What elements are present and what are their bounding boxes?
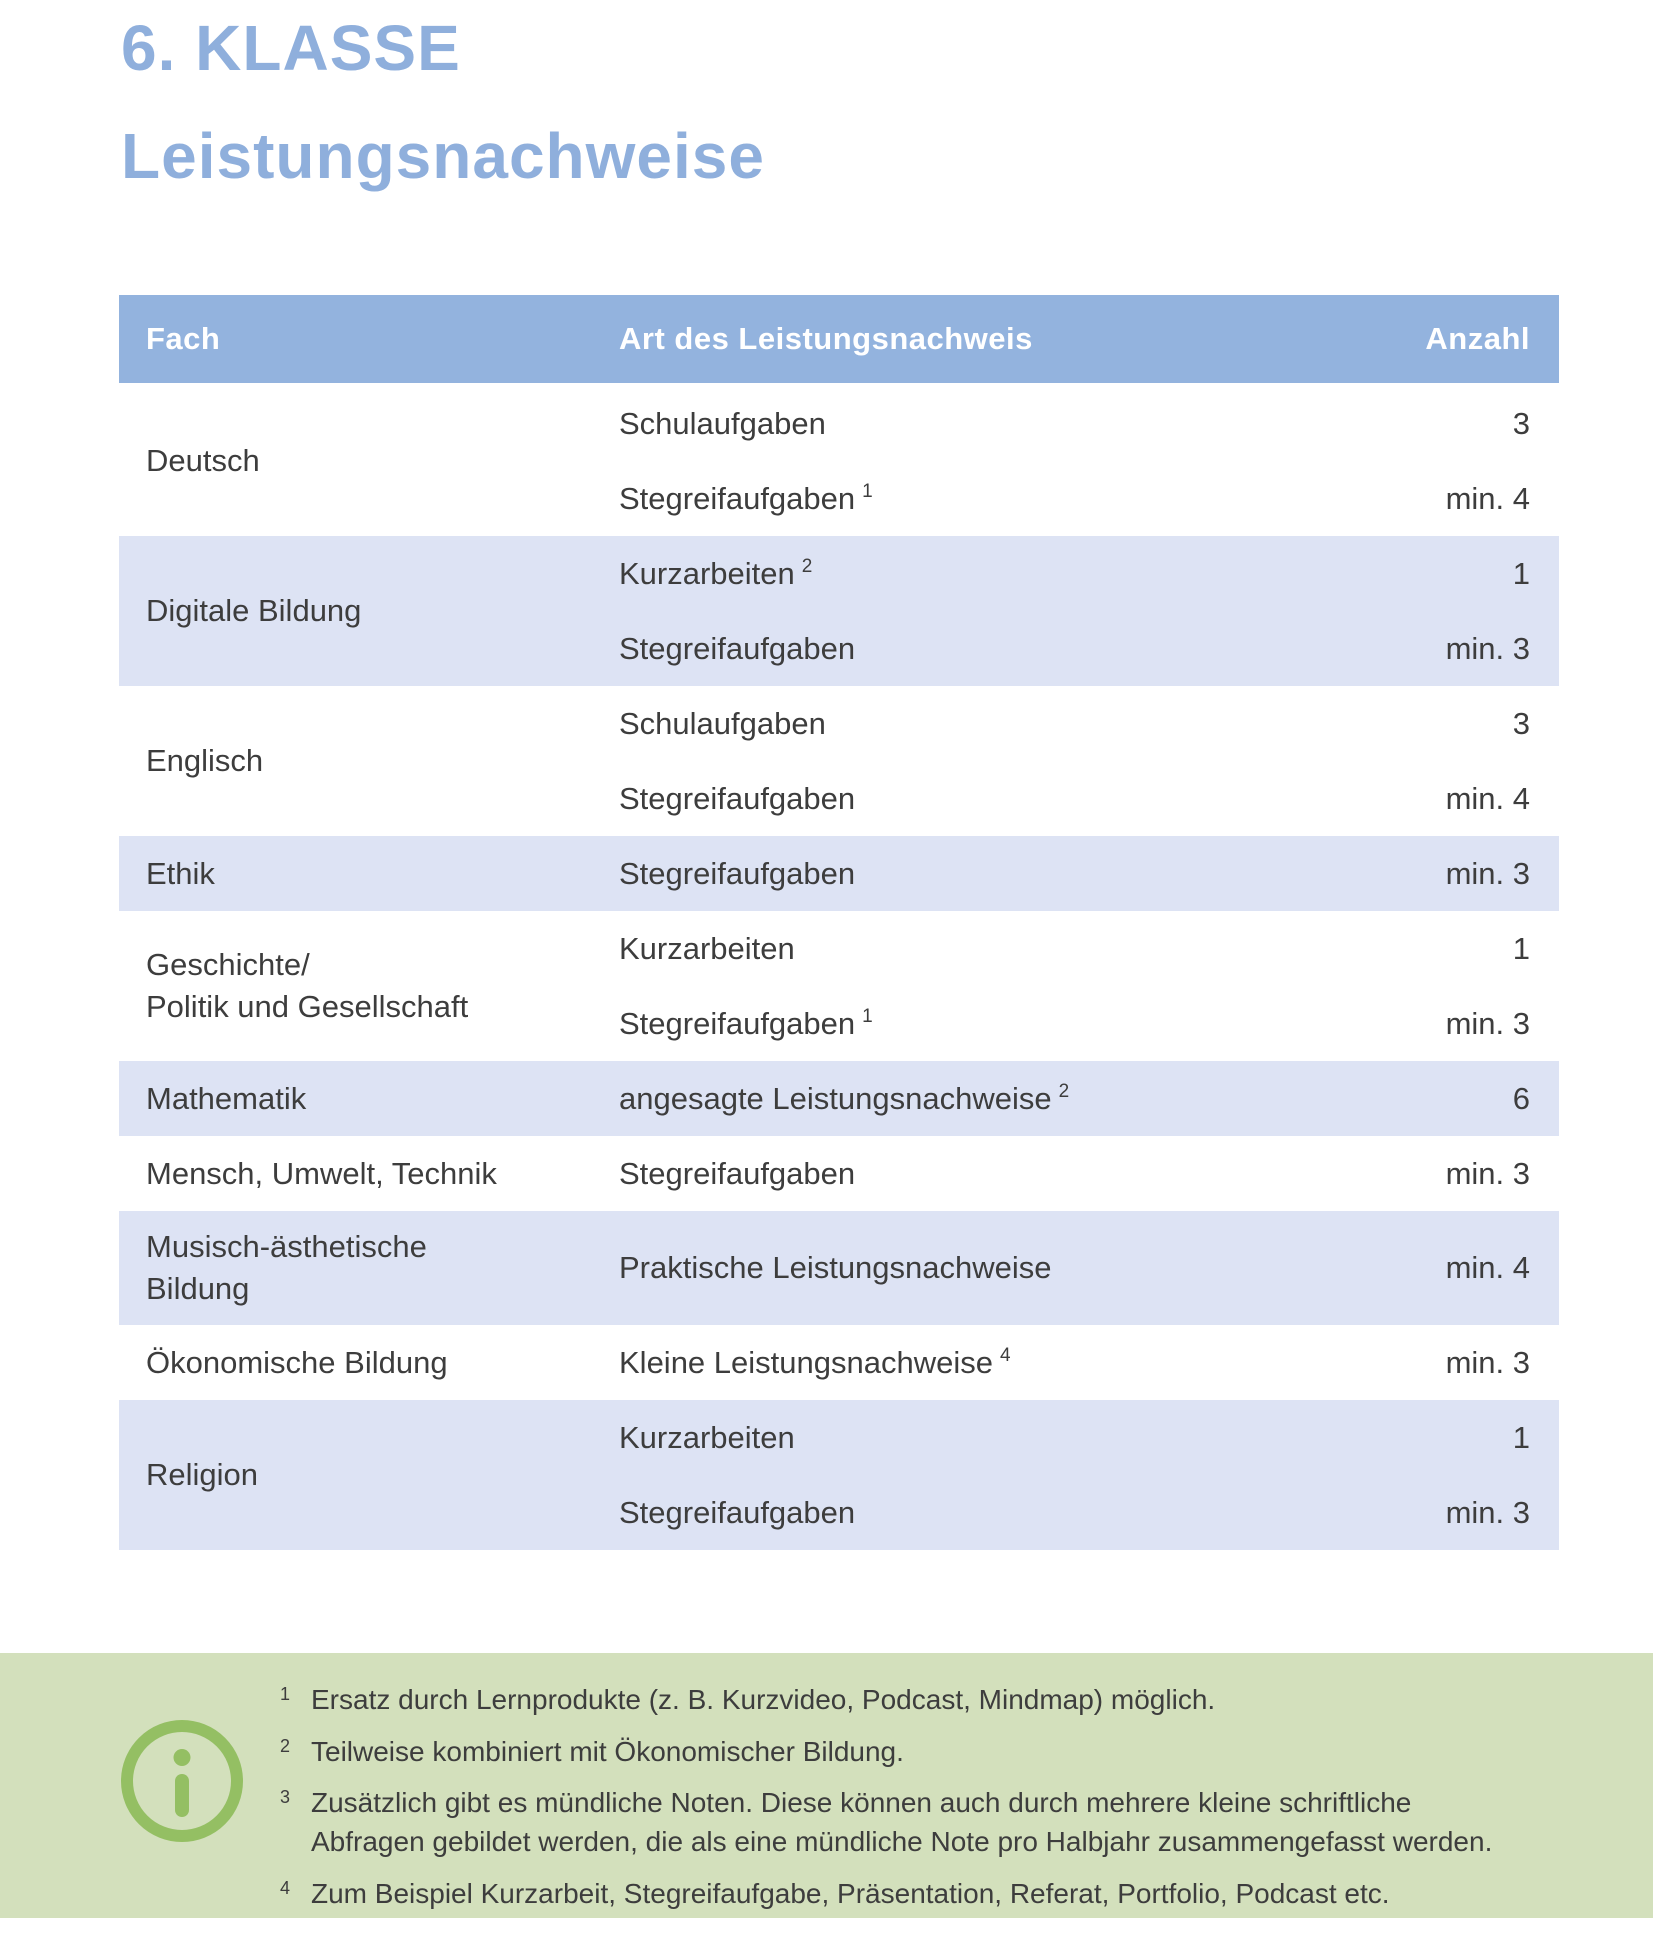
art-label: Stegreifaufgaben [619, 1494, 856, 1530]
fach-cell [119, 686, 619, 836]
footnote-text: Ersatz durch Lernprodukte (z. B. Kurzvideo, Podcast, Mindmap) möglich. [311, 1684, 1216, 1715]
anzahl-cell: min. 3 [1445, 1005, 1530, 1041]
footnote-marker: 1 [862, 1006, 873, 1028]
footnote-marker: 2 [801, 556, 813, 578]
footnote-4 [280, 1875, 1492, 1914]
table-group-oekonomische-bildung [119, 1325, 1559, 1400]
fach-label: Ökonomische Bildung [146, 1344, 448, 1380]
fach-label: Digitale Bildung [146, 593, 362, 629]
table-row [619, 836, 1559, 911]
art-label: Kurzarbeiten [619, 930, 795, 966]
footnote-marker: 4 [999, 1345, 1011, 1367]
art-cell [619, 1250, 1349, 1286]
table-group-geschichte-politik [119, 911, 1559, 1061]
table-row [619, 1400, 1559, 1475]
anzahl-cell: 1 [1512, 555, 1530, 591]
table-group-ethik [119, 836, 1559, 911]
fach-cell [119, 1400, 619, 1550]
anzahl-cell: min. 4 [1445, 780, 1530, 816]
art-label: Kleine Leistungsnachweise [619, 1344, 993, 1380]
art-cell [619, 1420, 1349, 1456]
anzahl-cell: 6 [1512, 1080, 1530, 1116]
art-cell [619, 1081, 1349, 1117]
fach-label: Englisch [146, 743, 264, 779]
table-group-religion [119, 1400, 1559, 1550]
table-row [619, 536, 1559, 611]
anzahl-cell: min. 3 [1445, 855, 1530, 891]
fach-cell [119, 911, 619, 1061]
header-anzahl: Anzahl [1425, 321, 1530, 356]
art-label: Praktische Leistungsnachweise [619, 1250, 1052, 1285]
anzahl-cell: 1 [1512, 930, 1530, 966]
footnote-marker: 2 [1058, 1081, 1070, 1103]
footnotes-list [280, 1681, 1492, 1913]
table-header-row [119, 295, 1559, 383]
table-row [619, 911, 1559, 986]
fach-label: Ethik [146, 855, 215, 891]
anzahl-cell: 3 [1512, 405, 1530, 441]
table-row [619, 1475, 1559, 1550]
table-row [619, 1325, 1559, 1400]
art-cell [619, 631, 1349, 667]
fach-cell [119, 386, 619, 536]
page-title: Leistungsnachweise [121, 120, 765, 192]
fach-cell [119, 1325, 619, 1400]
art-label: Schulaufgaben [619, 705, 826, 741]
table-row [619, 1061, 1559, 1136]
footnote-2 [280, 1733, 1492, 1772]
art-label: Kurzarbeiten [619, 555, 795, 591]
anzahl-cell: 3 [1512, 705, 1530, 741]
footnote-number: 2 [280, 1735, 291, 1756]
header-art: Art des Leistungsnachweis [619, 321, 1033, 356]
footnote-text: Zum Beispiel Kurzarbeit, Stegreifaufgabe, Präsentation, Referat, Portfolio, Podcast etc. [311, 1877, 1390, 1909]
info-icon [121, 1720, 243, 1842]
art-label: Schulaufgaben [619, 405, 826, 441]
table-group-digitale-bildung [119, 536, 1559, 686]
table-row [619, 686, 1559, 761]
fach-label: Mathematik [146, 1080, 307, 1116]
fach-cell [119, 536, 619, 686]
fach-label: Religion [146, 1457, 259, 1493]
footnote-marker: 1 [862, 481, 873, 503]
art-label: angesagte Leistungsnachweise [619, 1080, 1052, 1116]
art-label: Stegreifaufgaben [619, 480, 856, 516]
footnotes-infobox [0, 1653, 1653, 1918]
table-row [619, 611, 1559, 686]
table-row [619, 986, 1559, 1061]
fach-label-line2: Bildung [146, 1271, 250, 1306]
art-cell [619, 556, 1349, 592]
header-fach: Fach [146, 321, 221, 356]
fach-cell [119, 836, 619, 911]
art-label: Stegreifaufgaben [619, 630, 856, 666]
table-row [619, 386, 1559, 461]
table-row [619, 461, 1559, 536]
art-cell [619, 706, 1349, 742]
footnote-number: 1 [280, 1684, 291, 1704]
anzahl-cell: min. 3 [1445, 630, 1530, 666]
footnote-number: 3 [280, 1787, 291, 1808]
footnote-text-line1: Zusätzlich gibt es mündliche Noten. Diese können auch durch mehrere kleine schriftliche [311, 1787, 1412, 1819]
art-cell [619, 1495, 1349, 1531]
fach-cell [119, 1061, 619, 1136]
art-label: Stegreifaufgaben [619, 1155, 856, 1191]
fach-label: Geschichte/ [146, 947, 310, 983]
fach-cell [119, 1211, 619, 1325]
footnote-3 [280, 1784, 1492, 1861]
art-cell [619, 931, 1349, 967]
page-title-class: 6. KLASSE [121, 12, 461, 84]
footnote-number: 4 [280, 1877, 291, 1898]
fach-cell [119, 1136, 619, 1211]
art-cell [619, 481, 1349, 517]
fach-label: Musisch-ästhetische [146, 1229, 427, 1265]
assessment-table [119, 295, 1559, 1550]
fach-label: Mensch, Umwelt, Technik [146, 1155, 497, 1191]
table-row [619, 1211, 1559, 1325]
info-icon-dot [174, 1749, 191, 1766]
art-cell [619, 781, 1349, 817]
anzahl-cell: min. 3 [1445, 1494, 1530, 1530]
table-group-mathematik [119, 1061, 1559, 1136]
anzahl-cell: 1 [1512, 1419, 1530, 1455]
footnote-text [311, 1784, 1492, 1861]
anzahl-cell: min. 4 [1445, 1250, 1530, 1285]
art-cell [619, 406, 1349, 442]
art-label: Stegreifaufgaben [619, 780, 856, 816]
art-cell [619, 1006, 1349, 1042]
art-cell [619, 1156, 1349, 1192]
info-icon-stem [175, 1774, 189, 1817]
footnote-text-line2: Abfragen gebildet werden, die als eine mündliche Note pro Halbjahr zusammengefasst werden. [311, 1825, 1493, 1857]
anzahl-cell: min. 3 [1445, 1155, 1530, 1191]
table-row [619, 1136, 1559, 1211]
art-label: Stegreifaufgaben [619, 855, 856, 891]
footnote-1 [280, 1681, 1492, 1720]
footnote-text: Teilweise kombiniert mit Ökonomischer Bildung. [311, 1735, 904, 1767]
anzahl-cell: min. 3 [1445, 1344, 1530, 1380]
art-cell [619, 856, 1349, 892]
fach-label: Deutsch [146, 443, 260, 479]
table-group-musisch-aesthetische-bildung [119, 1211, 1559, 1325]
table-group-deutsch [119, 386, 1559, 536]
anzahl-cell: min. 4 [1445, 480, 1530, 516]
table-row [619, 761, 1559, 836]
art-label: Kurzarbeiten [619, 1419, 795, 1455]
table-group-mensch-umwelt-technik [119, 1136, 1559, 1211]
art-cell [619, 1345, 1349, 1381]
fach-label-line2: Politik und Gesellschaft [146, 989, 469, 1024]
art-label: Stegreifaufgaben [619, 1005, 856, 1041]
table-group-englisch [119, 686, 1559, 836]
